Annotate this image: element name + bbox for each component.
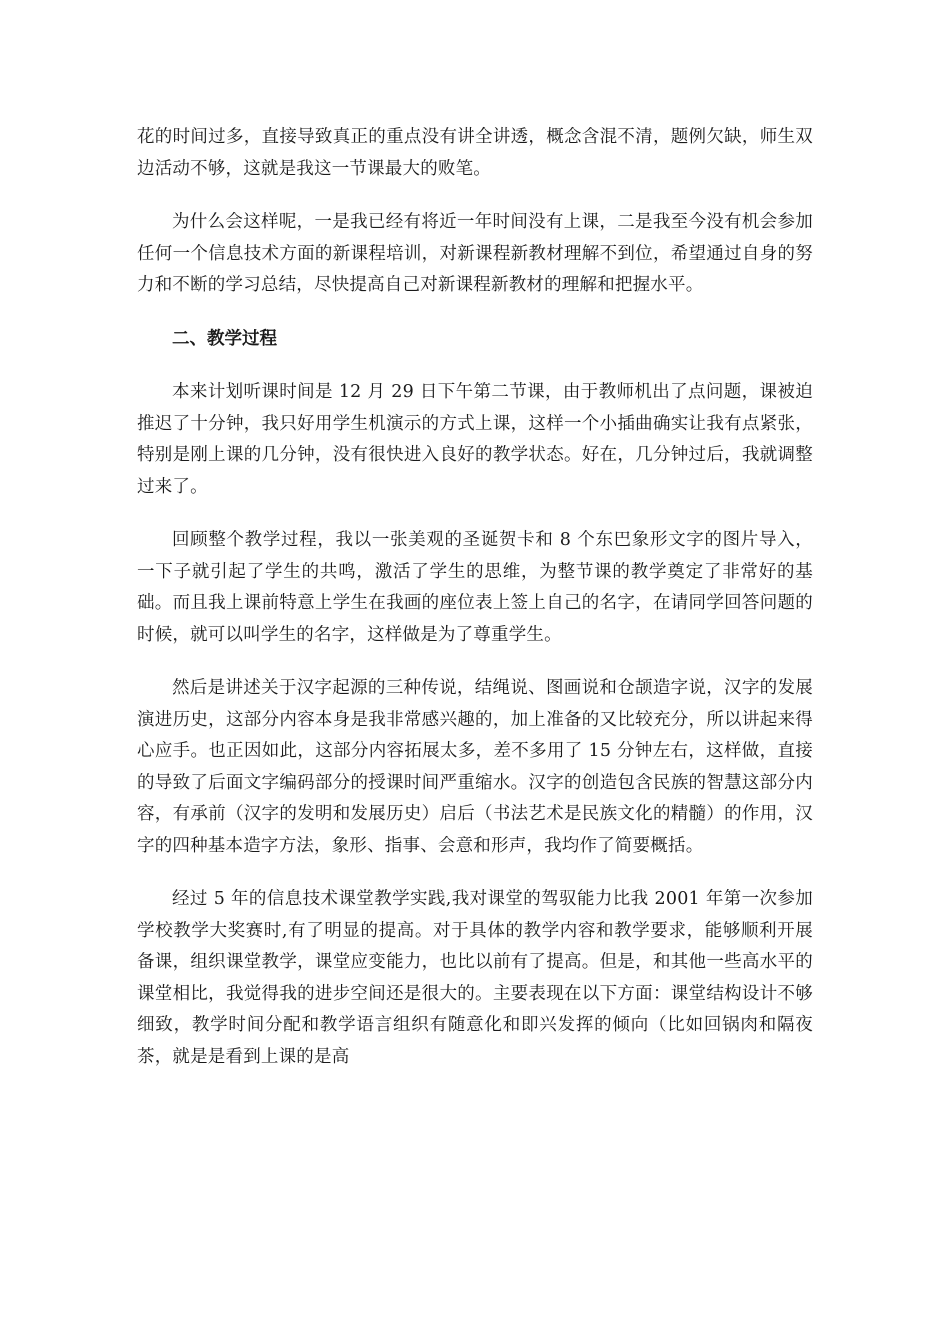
section-heading: 二、教学过程 [172,328,277,349]
paragraph-experience: 经过 5 年的信息技术课堂教学实践,我对课堂的驾驭能力比我 2001 年第一次参加学校教学大奖赛时,有了明显的提高。对于具体的教学内容和教学要求，能够顺利开展备课，组织课堂教学，课堂应变能力，也比以前有了提高。但是，和其他一些高水平的课堂相比，我觉得我的进步空间还是很大的。主要表现在以下方面：课堂结构设计不够细致，教学时间分配和教学语言组织有随意化和即兴发挥的倾向（比如回锅肉和隔夜茶，就是是看到上课的是高 [137,889,813,1067]
paragraph-continuation: 花的时间过多，直接导致真正的重点没有讲全讲透，概念含混不清，题例欠缺，师生双边活动不够，这就是我这一节课最大的败笔。 [137,127,813,179]
paragraph-reason: 为什么会这样呢，一是我已经有将近一年时间没有上课，二是我至今没有机会参加任何一个信息技术方面的新课程培训，对新课程新教材理解不到位，希望通过自身的努力和不断的学习总结，尽快提高自己对新课程新教材的理解和把握水平。 [137,212,813,295]
paragraph-origin: 然后是讲述关于汉字起源的三种传说，结绳说、图画说和仓颉造字说，汉字的发展演进历史，这部分内容本身是我非常感兴趣的，加上准备的又比较充分，所以讲起来得心应手。也正因如此，这部分内容拓展太多，差不多用了 15 分钟左右，这样做，直接的导致了后面文字编码部分的授课时间严重缩水。汉字的创造包含民族的智慧这部分内容，有承前（汉字的发明和发展历史）启后（书法艺术是民族文化的精髓）的作用，汉字的四种基本造字方法，象形、指事、会意和形声，我均作了简要概括。 [137,678,813,856]
document-body [137,122,813,1095]
paragraph-review: 回顾整个教学过程，我以一张美观的圣诞贺卡和 8 个东巴象形文字的图片导入，一下子就引起了学生的共鸣，激活了学生的思维，为整节课的教学奠定了非常好的基础。而且我上课前特意上学生在我画的座位表上签上自己的名字，在请同学回答问题的时候，就可以叫学生的名字，这样做是为了尊重学生。 [137,530,813,645]
paragraph-schedule: 本来计划听课时间是 12 月 29 日下午第二节课，由于教师机出了点问题，课被迫推迟了十分钟，我只好用学生机演示的方式上课，这样一个小插曲确实让我有点紧张，特别是刚上课的几分钟，没有很快进入良好的教学状态。好在，几分钟过后，我就调整过来了。 [137,382,813,497]
